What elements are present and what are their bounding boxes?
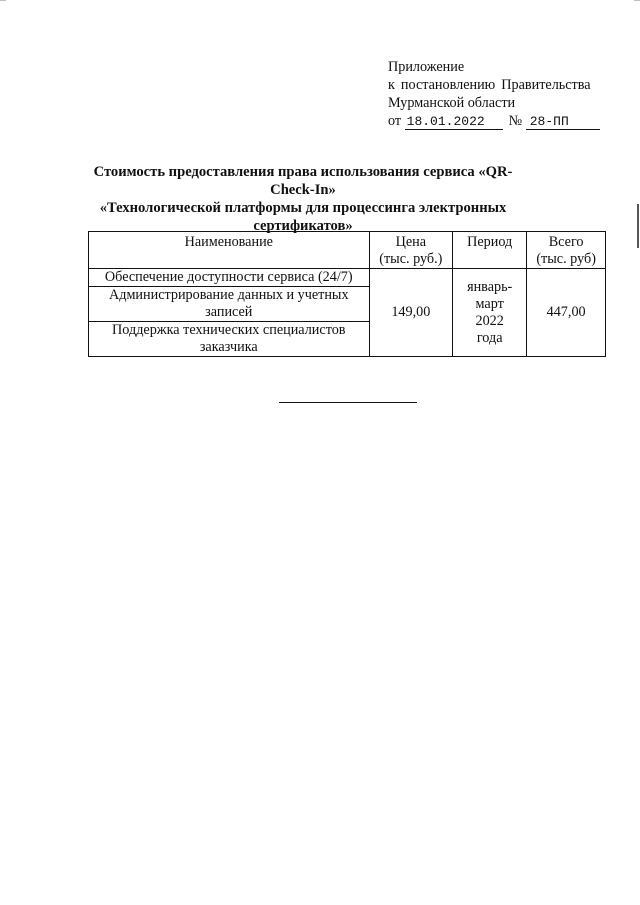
period-line-4: года — [476, 329, 503, 346]
header-name-text: Наименование — [184, 234, 273, 250]
appendix-line-2-part-b: постановлению — [400, 77, 496, 93]
appendix-line-1: Приложение — [388, 59, 465, 75]
header-name — [89, 232, 370, 269]
row-2-name-line2: записей — [205, 304, 253, 320]
table-row — [89, 269, 606, 287]
title-line-1: Стоимость предоставления права использования сервиса «QR-Check-In» — [93, 164, 513, 198]
header-period-text: Период — [467, 234, 513, 250]
price-cell — [369, 269, 453, 357]
row-3-name-line2: заказчика — [199, 339, 258, 355]
appendix-line-2 — [388, 76, 628, 94]
header-total-line1: Всего — [548, 234, 584, 250]
row-name-cell — [89, 269, 370, 287]
appendix-line-2-part-c: Правительства — [501, 77, 591, 93]
end-of-document-line — [279, 402, 417, 403]
total-cell — [527, 269, 606, 357]
number-sign: № — [508, 113, 523, 129]
number-value: 28-ПП — [526, 114, 600, 130]
period-cell — [453, 269, 527, 357]
row-1-name: Обеспечение доступности сервиса (24/7) — [104, 269, 353, 285]
document-title — [90, 163, 516, 235]
period-line-2: март — [475, 295, 504, 312]
header-total — [527, 232, 606, 269]
header-period — [453, 232, 527, 269]
header-total-line2: (тыс. руб) — [536, 251, 596, 267]
page-edge-mark — [637, 204, 639, 248]
total-value: 447,00 — [546, 304, 586, 320]
header-price — [369, 232, 453, 269]
header-price-line2: (тыс. руб.) — [379, 251, 443, 267]
date-prefix: от — [388, 113, 402, 129]
header-price-line1: Цена — [395, 234, 427, 250]
title-line-2: «Технологической платформы для процессинга электронных — [99, 200, 507, 216]
period-line-1: январь- — [467, 278, 513, 295]
appendix-line-2-part-a: к — [388, 77, 395, 93]
price-value: 149,00 — [391, 304, 431, 320]
price-table — [88, 231, 606, 357]
appendix-line-3: Мурманской области — [388, 95, 516, 111]
table-header-row — [89, 232, 606, 269]
appendix-block — [388, 58, 628, 130]
period-line-3: 2022 — [475, 312, 504, 329]
date-value: 18.01.2022 — [405, 114, 503, 130]
title-line-3: сертификатов» — [253, 218, 353, 234]
appendix-date-line — [388, 112, 628, 130]
row-name-cell — [89, 287, 370, 322]
row-name-cell — [89, 322, 370, 357]
row-2-name-line1: Администрирование данных и учетных — [108, 287, 349, 303]
scan-corner-top-left — [0, 0, 6, 1]
row-3-name-line1: Поддержка технических специалистов — [112, 322, 346, 338]
scan-corner-top-right — [634, 0, 640, 1]
